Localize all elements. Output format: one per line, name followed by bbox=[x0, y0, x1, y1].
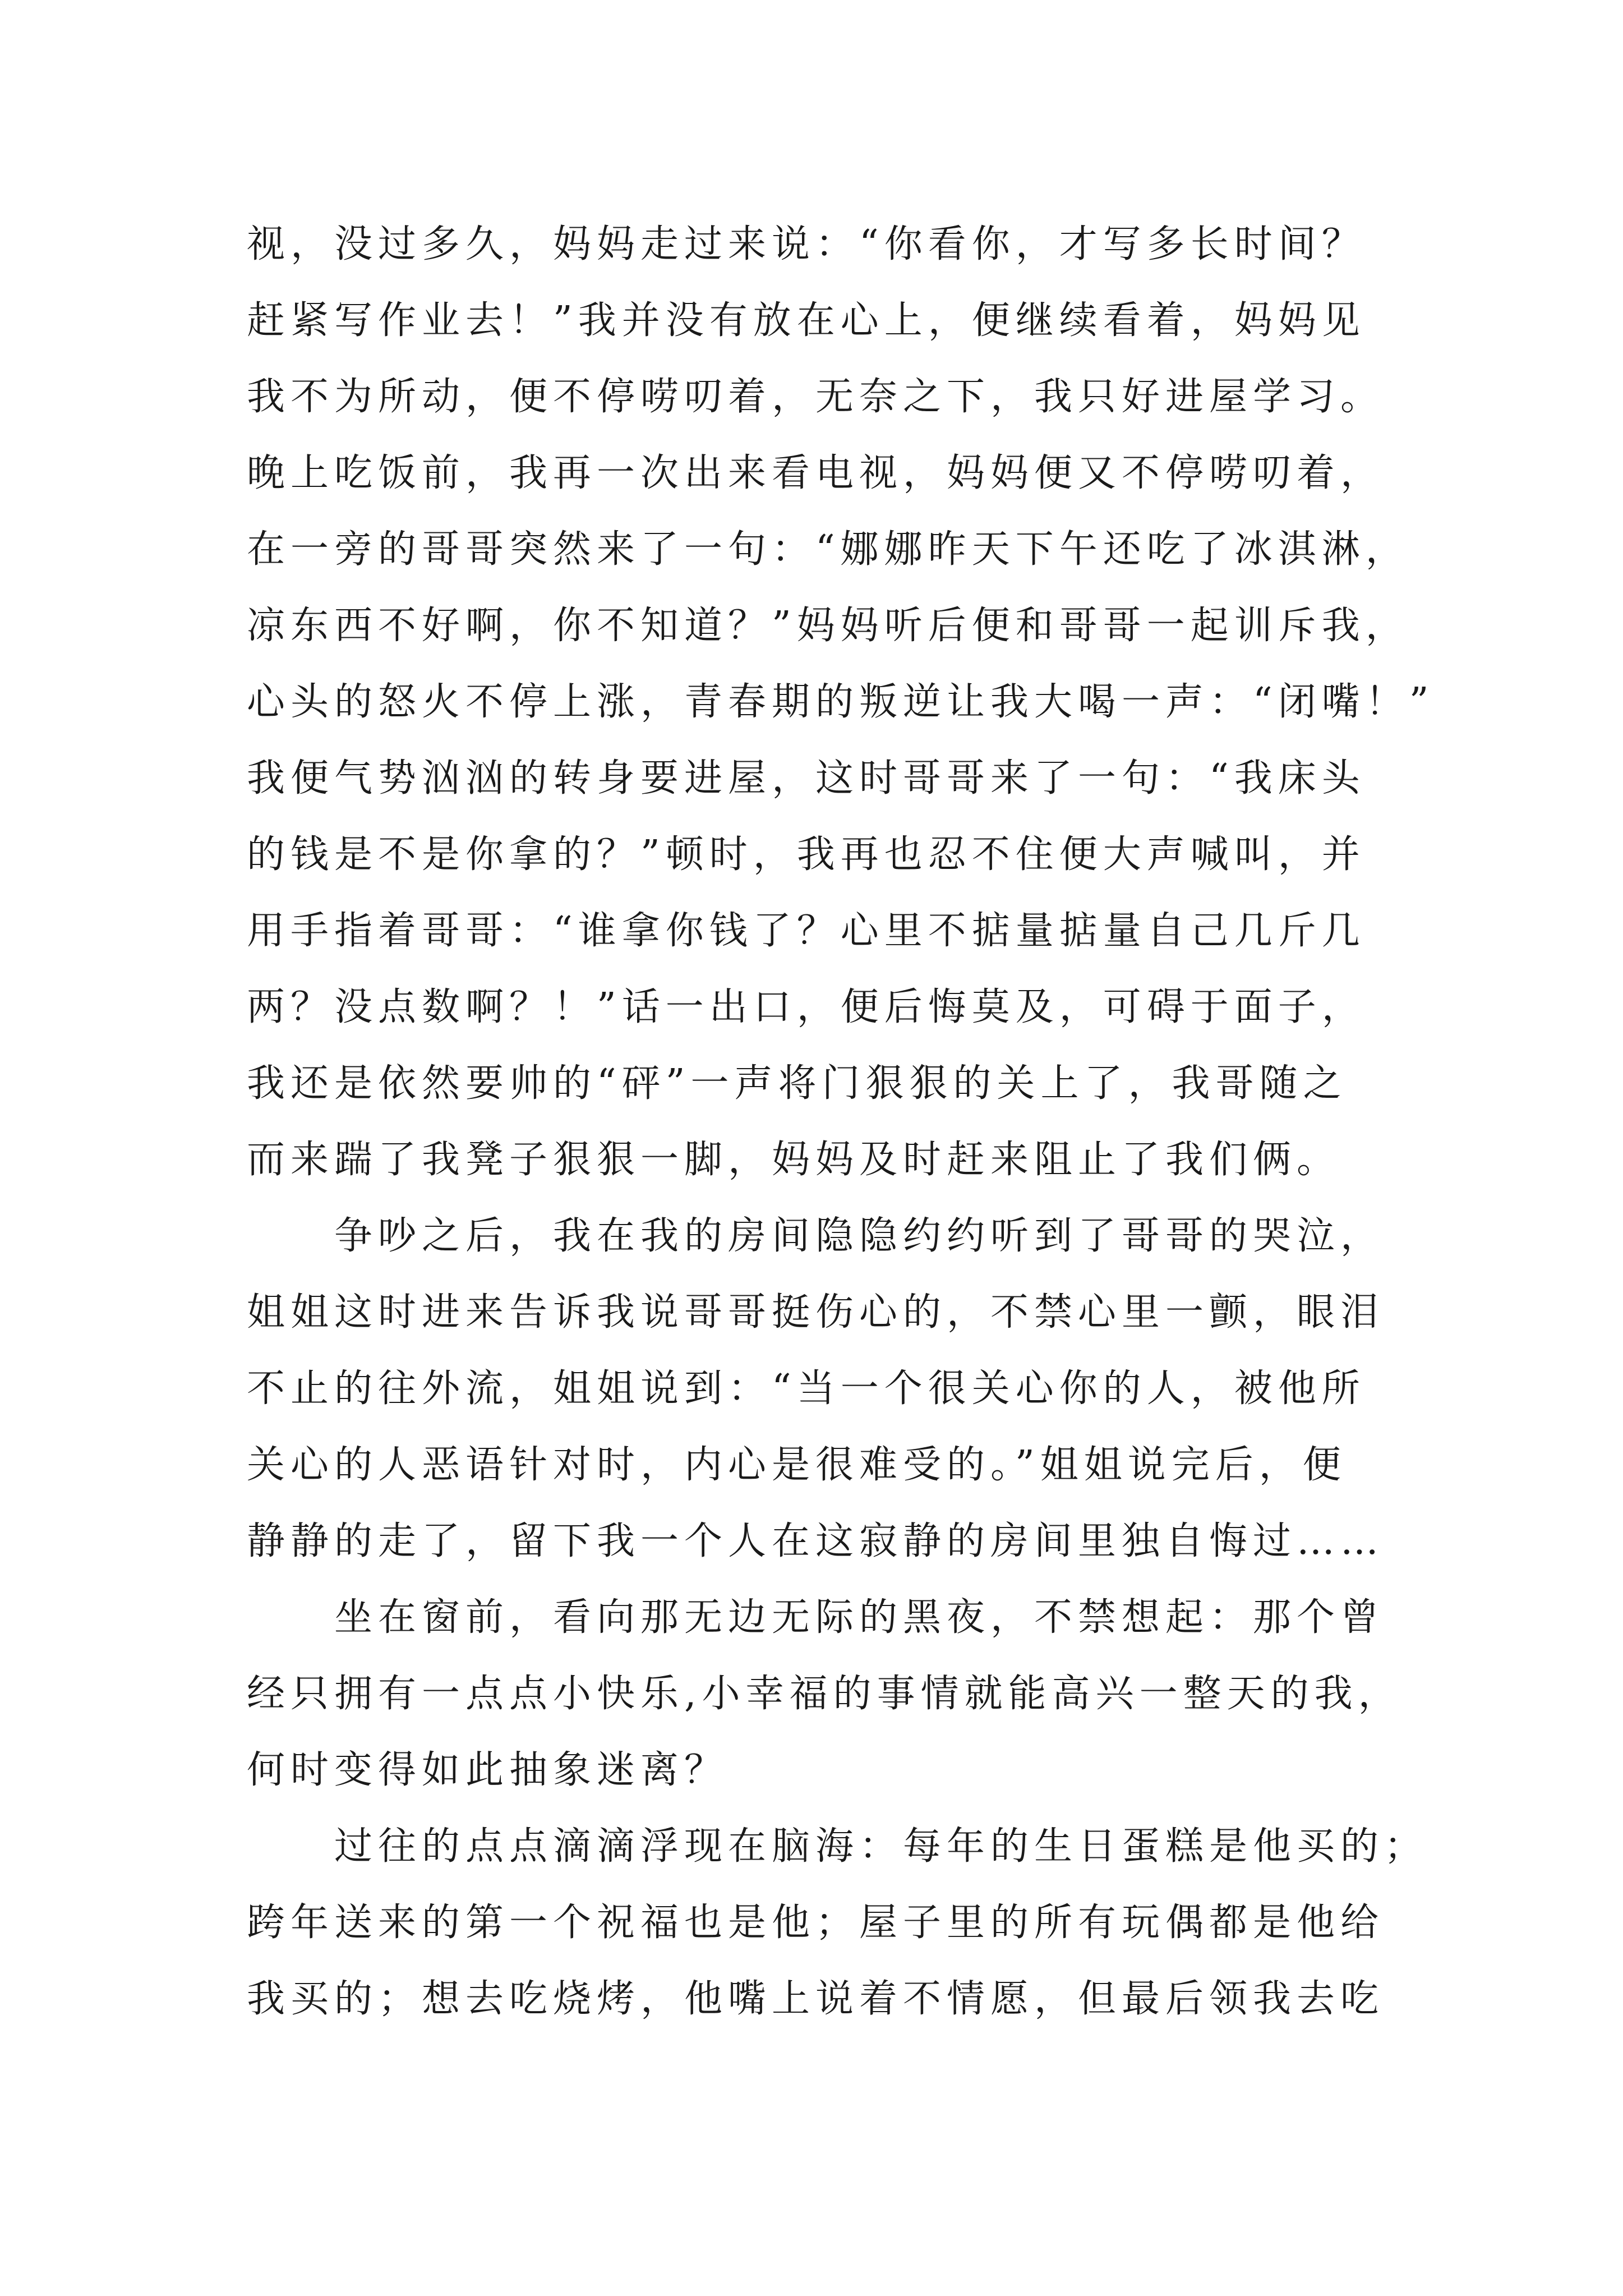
text-line: 不止的往外流，姐姐说到：“当一个很关心你的人，被他所 bbox=[247, 1366, 1366, 1411]
text-line: 赶紧写作业去！”我并没有放在心上，便继续看着，妈妈见 bbox=[247, 298, 1366, 343]
text-line: 跨年送来的第一个祝福也是他；屋子里的所有玩偶都是他给 bbox=[247, 1901, 1385, 1945]
text-line: 用手指着哥哥：“谁拿你钱了？心里不掂量掂量自己几斤几 bbox=[247, 909, 1366, 953]
text-line: 经只拥有一点点小快乐,小幸福的事情就能高兴一整天的我， bbox=[247, 1672, 1402, 1716]
text-line: 我便气势汹汹的转身要进屋，这时哥哥来了一句：“我床头 bbox=[247, 756, 1366, 800]
text-line: 何时变得如此抽象迷离？ bbox=[247, 1748, 728, 1792]
text-line: 凉东西不好啊，你不知道？”妈妈听后便和哥哥一起训斥我， bbox=[247, 604, 1409, 648]
text-line: 晚上吃饭前，我再一次出来看电视，妈妈便又不停唠叨着， bbox=[247, 451, 1385, 495]
paragraph-first-line: 坐在窗前，看向那无边无际的黑夜，不禁想起：那个曾 bbox=[334, 1595, 1385, 1640]
text-line: 视，没过多久，妈妈走过来说：“你看你，才写多长时间？ bbox=[247, 222, 1366, 266]
paragraph-first-line: 争吵之后，我在我的房间隐隐约约听到了哥哥的哭泣， bbox=[334, 1214, 1385, 1258]
text-line: 的钱是不是你拿的？”顿时，我再也忍不住便大声喊叫，并 bbox=[247, 832, 1366, 877]
text-line: 我不为所动，便不停唠叨着，无奈之下，我只好进屋学习。 bbox=[247, 375, 1385, 419]
text-line: 我买的；想去吃烧烤，他嘴上说着不情愿，但最后领我去吃 bbox=[247, 1977, 1385, 2021]
text-line: 心头的怒火不停上涨，青春期的叛逆让我大喝一声：“闭嘴！” bbox=[247, 680, 1435, 724]
text-line: 静静的走了，留下我一个人在这寂静的房间里独自悔过…… bbox=[247, 1519, 1385, 1563]
body-text bbox=[247, 206, 1435, 2037]
paragraph-first-line: 过往的点点滴滴浮现在脑海：每年的生日蛋糕是他买的； bbox=[334, 1824, 1428, 1869]
text-line: 而来踹了我凳子狠狠一脚，妈妈及时赶来阻止了我们俩。 bbox=[247, 1138, 1341, 1182]
text-line: 关心的人恶语针对时，内心是很难受的。”姐姐说完后，便 bbox=[247, 1443, 1347, 1487]
text-line: 姐姐这时进来告诉我说哥哥挺伤心的，不禁心里一颤，眼泪 bbox=[247, 1290, 1385, 1335]
text-line: 我还是依然要帅的“砰”一声将门狠狠的关上了，我哥随之 bbox=[247, 1061, 1347, 1106]
text-line: 在一旁的哥哥突然来了一句：“娜娜昨天下午还吃了冰淇淋， bbox=[247, 527, 1409, 572]
text-line: 两？没点数啊？！”话一出口，便后悔莫及，可碍于面子， bbox=[247, 985, 1366, 1029]
